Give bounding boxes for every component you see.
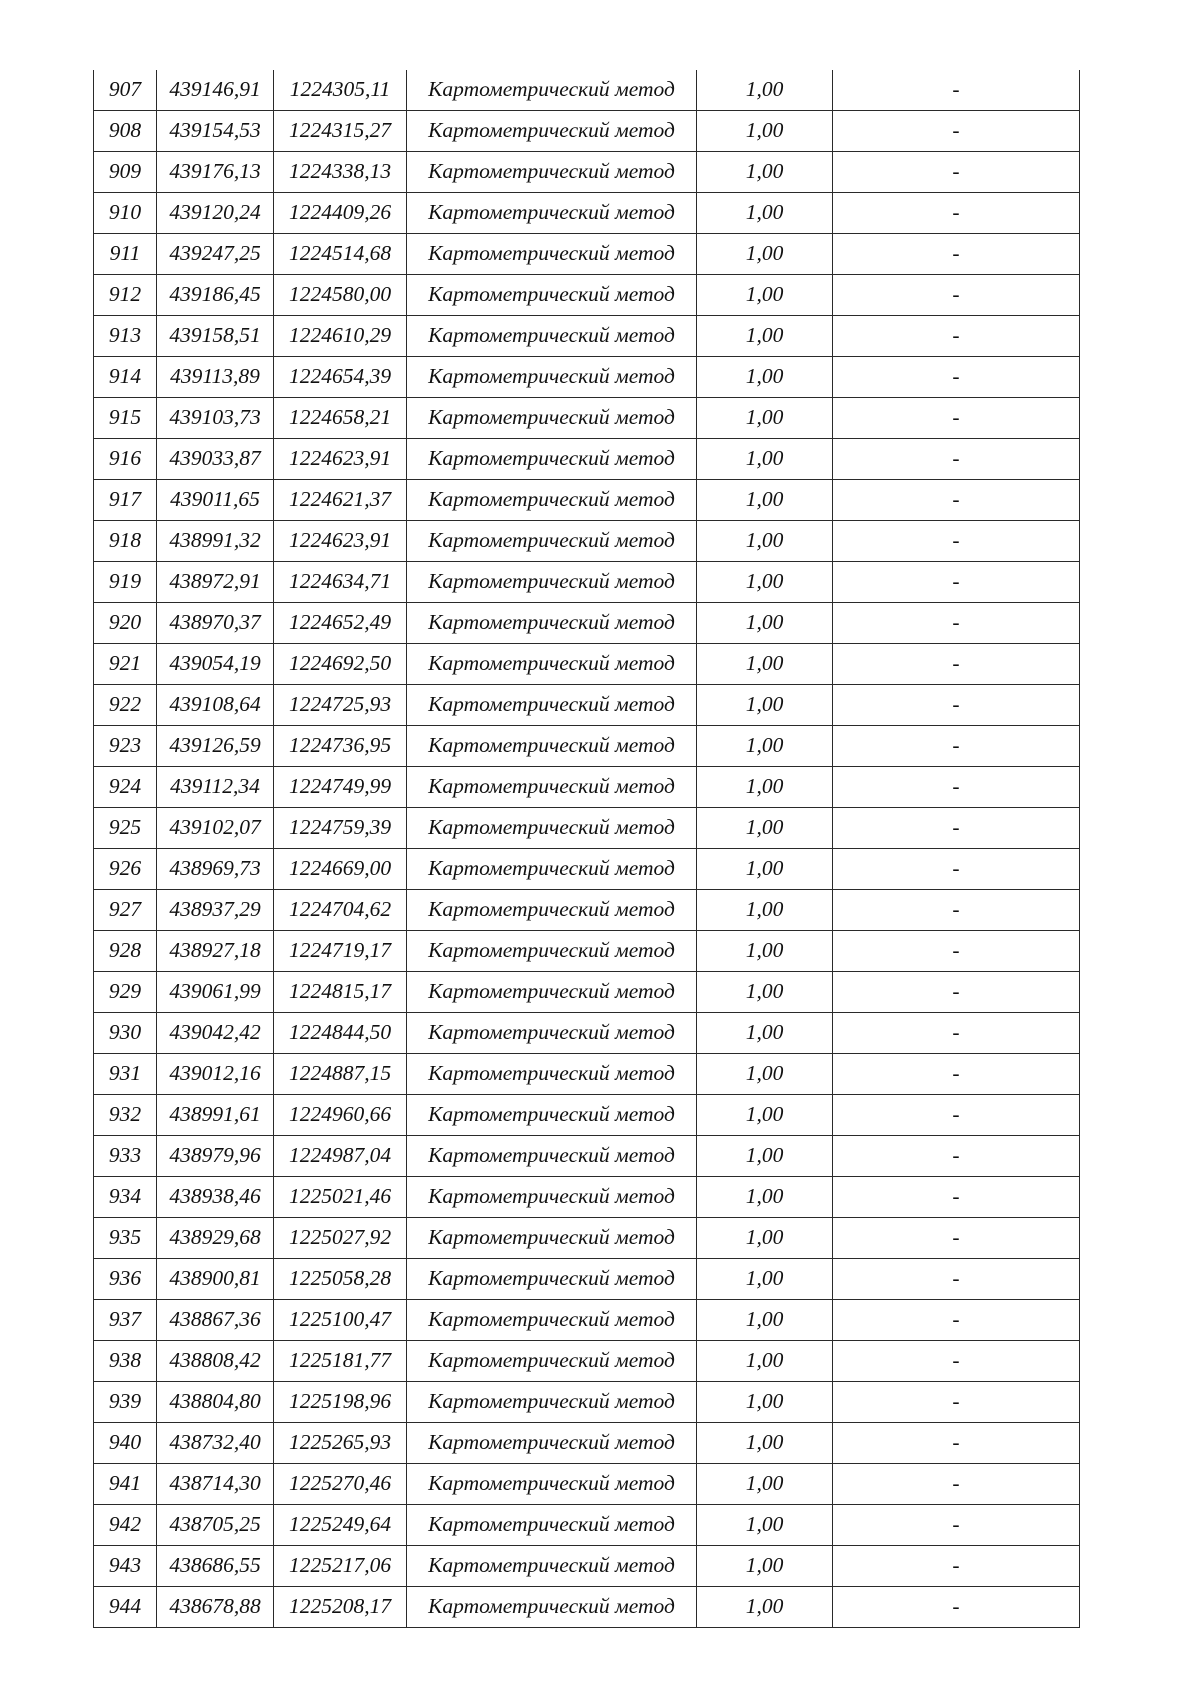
method-cell: Картометрический метод <box>407 1013 697 1054</box>
accuracy-cell: 1,00 <box>697 70 833 111</box>
method-cell: Картометрический метод <box>407 972 697 1013</box>
point-number-cell: 931 <box>94 1054 157 1095</box>
x-coordinate-cell: 439012,16 <box>157 1054 274 1095</box>
table-row <box>94 685 1080 726</box>
description-cell: - <box>833 357 1080 398</box>
method-cell: Картометрический метод <box>407 1423 697 1464</box>
description-cell: - <box>833 275 1080 316</box>
description-cell: - <box>833 480 1080 521</box>
x-coordinate-cell: 439113,89 <box>157 357 274 398</box>
point-number-cell: 910 <box>94 193 157 234</box>
method-cell: Картометрический метод <box>407 357 697 398</box>
description-cell: - <box>833 685 1080 726</box>
method-cell: Картометрический метод <box>407 111 697 152</box>
x-coordinate-cell: 438678,88 <box>157 1587 274 1628</box>
method-cell: Картометрический метод <box>407 1546 697 1587</box>
point-number-cell: 941 <box>94 1464 157 1505</box>
x-coordinate-cell: 438927,18 <box>157 931 274 972</box>
point-number-cell: 907 <box>94 70 157 111</box>
table-row <box>94 562 1080 603</box>
y-coordinate-cell: 1224315,27 <box>274 111 407 152</box>
y-coordinate-cell: 1224704,62 <box>274 890 407 931</box>
x-coordinate-cell: 439126,59 <box>157 726 274 767</box>
x-coordinate-cell: 439011,65 <box>157 480 274 521</box>
table-row <box>94 1013 1080 1054</box>
table-row <box>94 521 1080 562</box>
description-cell: - <box>833 1095 1080 1136</box>
x-coordinate-cell: 438991,32 <box>157 521 274 562</box>
x-coordinate-cell: 439186,45 <box>157 275 274 316</box>
y-coordinate-cell: 1224580,00 <box>274 275 407 316</box>
method-cell: Картометрический метод <box>407 1177 697 1218</box>
x-coordinate-cell: 438867,36 <box>157 1300 274 1341</box>
x-coordinate-cell: 438972,91 <box>157 562 274 603</box>
method-cell: Картометрический метод <box>407 849 697 890</box>
table-row <box>94 70 1080 111</box>
point-number-cell: 926 <box>94 849 157 890</box>
x-coordinate-cell: 438705,25 <box>157 1505 274 1546</box>
accuracy-cell: 1,00 <box>697 644 833 685</box>
description-cell: - <box>833 1300 1080 1341</box>
accuracy-cell: 1,00 <box>697 1587 833 1628</box>
point-number-cell: 923 <box>94 726 157 767</box>
method-cell: Картометрический метод <box>407 931 697 972</box>
description-cell: - <box>833 1382 1080 1423</box>
table-row <box>94 193 1080 234</box>
accuracy-cell: 1,00 <box>697 521 833 562</box>
table-row <box>94 1464 1080 1505</box>
description-cell: - <box>833 193 1080 234</box>
accuracy-cell: 1,00 <box>697 1013 833 1054</box>
method-cell: Картометрический метод <box>407 193 697 234</box>
x-coordinate-cell: 438929,68 <box>157 1218 274 1259</box>
accuracy-cell: 1,00 <box>697 1054 833 1095</box>
table-row <box>94 1259 1080 1300</box>
accuracy-cell: 1,00 <box>697 931 833 972</box>
table-row <box>94 1218 1080 1259</box>
x-coordinate-cell: 439103,73 <box>157 398 274 439</box>
method-cell: Картометрический метод <box>407 726 697 767</box>
point-number-cell: 911 <box>94 234 157 275</box>
description-cell: - <box>833 972 1080 1013</box>
point-number-cell: 944 <box>94 1587 157 1628</box>
method-cell: Картометрический метод <box>407 1300 697 1341</box>
point-number-cell: 934 <box>94 1177 157 1218</box>
method-cell: Картометрический метод <box>407 808 697 849</box>
y-coordinate-cell: 1224725,93 <box>274 685 407 726</box>
table-row <box>94 1382 1080 1423</box>
table-row <box>94 890 1080 931</box>
method-cell: Картометрический метод <box>407 1054 697 1095</box>
method-cell: Картометрический метод <box>407 1259 697 1300</box>
x-coordinate-cell: 438686,55 <box>157 1546 274 1587</box>
coordinates-table <box>93 70 1080 1628</box>
table-row <box>94 316 1080 357</box>
point-number-cell: 919 <box>94 562 157 603</box>
accuracy-cell: 1,00 <box>697 1423 833 1464</box>
method-cell: Картометрический метод <box>407 562 697 603</box>
table-row <box>94 603 1080 644</box>
accuracy-cell: 1,00 <box>697 562 833 603</box>
x-coordinate-cell: 438937,29 <box>157 890 274 931</box>
coordinates-table-body <box>94 70 1080 1628</box>
accuracy-cell: 1,00 <box>697 398 833 439</box>
method-cell: Картометрический метод <box>407 70 697 111</box>
x-coordinate-cell: 438970,37 <box>157 603 274 644</box>
method-cell: Картометрический метод <box>407 1095 697 1136</box>
x-coordinate-cell: 438714,30 <box>157 1464 274 1505</box>
description-cell: - <box>833 1423 1080 1464</box>
point-number-cell: 930 <box>94 1013 157 1054</box>
y-coordinate-cell: 1224719,17 <box>274 931 407 972</box>
table-row <box>94 357 1080 398</box>
description-cell: - <box>833 726 1080 767</box>
point-number-cell: 933 <box>94 1136 157 1177</box>
y-coordinate-cell: 1224736,95 <box>274 726 407 767</box>
x-coordinate-cell: 439146,91 <box>157 70 274 111</box>
point-number-cell: 943 <box>94 1546 157 1587</box>
table-row <box>94 1423 1080 1464</box>
y-coordinate-cell: 1224338,13 <box>274 152 407 193</box>
description-cell: - <box>833 1136 1080 1177</box>
accuracy-cell: 1,00 <box>697 480 833 521</box>
x-coordinate-cell: 438979,96 <box>157 1136 274 1177</box>
method-cell: Картометрический метод <box>407 316 697 357</box>
y-coordinate-cell: 1225270,46 <box>274 1464 407 1505</box>
table-row <box>94 234 1080 275</box>
method-cell: Картометрический метод <box>407 1136 697 1177</box>
table-row <box>94 398 1080 439</box>
accuracy-cell: 1,00 <box>697 849 833 890</box>
point-number-cell: 939 <box>94 1382 157 1423</box>
method-cell: Картометрический метод <box>407 480 697 521</box>
method-cell: Картометрический метод <box>407 1218 697 1259</box>
point-number-cell: 920 <box>94 603 157 644</box>
description-cell: - <box>833 1505 1080 1546</box>
accuracy-cell: 1,00 <box>697 972 833 1013</box>
point-number-cell: 914 <box>94 357 157 398</box>
description-cell: - <box>833 1177 1080 1218</box>
y-coordinate-cell: 1225208,17 <box>274 1587 407 1628</box>
description-cell: - <box>833 767 1080 808</box>
y-coordinate-cell: 1225198,96 <box>274 1382 407 1423</box>
table-row <box>94 1095 1080 1136</box>
description-cell: - <box>833 1587 1080 1628</box>
point-number-cell: 924 <box>94 767 157 808</box>
accuracy-cell: 1,00 <box>697 1546 833 1587</box>
description-cell: - <box>833 521 1080 562</box>
point-number-cell: 922 <box>94 685 157 726</box>
method-cell: Картометрический метод <box>407 767 697 808</box>
y-coordinate-cell: 1224844,50 <box>274 1013 407 1054</box>
y-coordinate-cell: 1224652,49 <box>274 603 407 644</box>
accuracy-cell: 1,00 <box>697 1464 833 1505</box>
x-coordinate-cell: 439061,99 <box>157 972 274 1013</box>
method-cell: Картометрический метод <box>407 439 697 480</box>
accuracy-cell: 1,00 <box>697 1382 833 1423</box>
y-coordinate-cell: 1224960,66 <box>274 1095 407 1136</box>
accuracy-cell: 1,00 <box>697 685 833 726</box>
table-row <box>94 1300 1080 1341</box>
x-coordinate-cell: 438938,46 <box>157 1177 274 1218</box>
accuracy-cell: 1,00 <box>697 767 833 808</box>
x-coordinate-cell: 438732,40 <box>157 1423 274 1464</box>
accuracy-cell: 1,00 <box>697 1341 833 1382</box>
description-cell: - <box>833 890 1080 931</box>
accuracy-cell: 1,00 <box>697 1136 833 1177</box>
description-cell: - <box>833 1259 1080 1300</box>
x-coordinate-cell: 439102,07 <box>157 808 274 849</box>
x-coordinate-cell: 439158,51 <box>157 316 274 357</box>
y-coordinate-cell: 1225265,93 <box>274 1423 407 1464</box>
point-number-cell: 935 <box>94 1218 157 1259</box>
method-cell: Картометрический метод <box>407 275 697 316</box>
description-cell: - <box>833 1546 1080 1587</box>
x-coordinate-cell: 438900,81 <box>157 1259 274 1300</box>
method-cell: Картометрический метод <box>407 234 697 275</box>
description-cell: - <box>833 562 1080 603</box>
x-coordinate-cell: 439112,34 <box>157 767 274 808</box>
x-coordinate-cell: 438969,73 <box>157 849 274 890</box>
y-coordinate-cell: 1225027,92 <box>274 1218 407 1259</box>
description-cell: - <box>833 931 1080 972</box>
accuracy-cell: 1,00 <box>697 316 833 357</box>
point-number-cell: 912 <box>94 275 157 316</box>
table-row <box>94 275 1080 316</box>
table-row <box>94 1136 1080 1177</box>
description-cell: - <box>833 316 1080 357</box>
accuracy-cell: 1,00 <box>697 890 833 931</box>
description-cell: - <box>833 849 1080 890</box>
method-cell: Картометрический метод <box>407 521 697 562</box>
point-number-cell: 929 <box>94 972 157 1013</box>
point-number-cell: 938 <box>94 1341 157 1382</box>
description-cell: - <box>833 603 1080 644</box>
table-row <box>94 931 1080 972</box>
table-row <box>94 1341 1080 1382</box>
table-row <box>94 480 1080 521</box>
table-row <box>94 972 1080 1013</box>
y-coordinate-cell: 1224409,26 <box>274 193 407 234</box>
accuracy-cell: 1,00 <box>697 1177 833 1218</box>
point-number-cell: 936 <box>94 1259 157 1300</box>
point-number-cell: 928 <box>94 931 157 972</box>
table-row <box>94 767 1080 808</box>
point-number-cell: 916 <box>94 439 157 480</box>
description-cell: - <box>833 70 1080 111</box>
x-coordinate-cell: 439120,24 <box>157 193 274 234</box>
x-coordinate-cell: 439042,42 <box>157 1013 274 1054</box>
y-coordinate-cell: 1225021,46 <box>274 1177 407 1218</box>
method-cell: Картометрический метод <box>407 890 697 931</box>
method-cell: Картометрический метод <box>407 603 697 644</box>
accuracy-cell: 1,00 <box>697 808 833 849</box>
table-row <box>94 1177 1080 1218</box>
point-number-cell: 942 <box>94 1505 157 1546</box>
accuracy-cell: 1,00 <box>697 275 833 316</box>
description-cell: - <box>833 1013 1080 1054</box>
x-coordinate-cell: 438991,61 <box>157 1095 274 1136</box>
point-number-cell: 908 <box>94 111 157 152</box>
y-coordinate-cell: 1225181,77 <box>274 1341 407 1382</box>
y-coordinate-cell: 1224623,91 <box>274 521 407 562</box>
description-cell: - <box>833 1218 1080 1259</box>
y-coordinate-cell: 1224623,91 <box>274 439 407 480</box>
y-coordinate-cell: 1224658,21 <box>274 398 407 439</box>
y-coordinate-cell: 1225058,28 <box>274 1259 407 1300</box>
point-number-cell: 937 <box>94 1300 157 1341</box>
point-number-cell: 913 <box>94 316 157 357</box>
point-number-cell: 909 <box>94 152 157 193</box>
accuracy-cell: 1,00 <box>697 439 833 480</box>
table-row <box>94 1587 1080 1628</box>
table-row <box>94 1505 1080 1546</box>
method-cell: Картометрический метод <box>407 685 697 726</box>
table-row <box>94 1054 1080 1095</box>
accuracy-cell: 1,00 <box>697 1300 833 1341</box>
table-row <box>94 726 1080 767</box>
description-cell: - <box>833 439 1080 480</box>
x-coordinate-cell: 439033,87 <box>157 439 274 480</box>
accuracy-cell: 1,00 <box>697 726 833 767</box>
description-cell: - <box>833 398 1080 439</box>
point-number-cell: 932 <box>94 1095 157 1136</box>
point-number-cell: 918 <box>94 521 157 562</box>
accuracy-cell: 1,00 <box>697 1505 833 1546</box>
description-cell: - <box>833 152 1080 193</box>
x-coordinate-cell: 439154,53 <box>157 111 274 152</box>
point-number-cell: 940 <box>94 1423 157 1464</box>
accuracy-cell: 1,00 <box>697 1259 833 1300</box>
y-coordinate-cell: 1224887,15 <box>274 1054 407 1095</box>
method-cell: Картометрический метод <box>407 1382 697 1423</box>
table-row <box>94 808 1080 849</box>
table-row <box>94 152 1080 193</box>
x-coordinate-cell: 439054,19 <box>157 644 274 685</box>
x-coordinate-cell: 439176,13 <box>157 152 274 193</box>
y-coordinate-cell: 1224815,17 <box>274 972 407 1013</box>
table-row <box>94 849 1080 890</box>
point-number-cell: 921 <box>94 644 157 685</box>
y-coordinate-cell: 1224669,00 <box>274 849 407 890</box>
method-cell: Картометрический метод <box>407 1505 697 1546</box>
y-coordinate-cell: 1224692,50 <box>274 644 407 685</box>
y-coordinate-cell: 1224749,99 <box>274 767 407 808</box>
description-cell: - <box>833 1054 1080 1095</box>
y-coordinate-cell: 1224514,68 <box>274 234 407 275</box>
accuracy-cell: 1,00 <box>697 193 833 234</box>
accuracy-cell: 1,00 <box>697 1095 833 1136</box>
y-coordinate-cell: 1225217,06 <box>274 1546 407 1587</box>
method-cell: Картометрический метод <box>407 644 697 685</box>
table-row <box>94 644 1080 685</box>
table-row <box>94 439 1080 480</box>
x-coordinate-cell: 438808,42 <box>157 1341 274 1382</box>
y-coordinate-cell: 1224305,11 <box>274 70 407 111</box>
y-coordinate-cell: 1224621,37 <box>274 480 407 521</box>
accuracy-cell: 1,00 <box>697 603 833 644</box>
x-coordinate-cell: 439247,25 <box>157 234 274 275</box>
point-number-cell: 925 <box>94 808 157 849</box>
accuracy-cell: 1,00 <box>697 357 833 398</box>
y-coordinate-cell: 1224759,39 <box>274 808 407 849</box>
method-cell: Картометрический метод <box>407 398 697 439</box>
description-cell: - <box>833 1464 1080 1505</box>
y-coordinate-cell: 1225100,47 <box>274 1300 407 1341</box>
y-coordinate-cell: 1224610,29 <box>274 316 407 357</box>
table-row <box>94 111 1080 152</box>
description-cell: - <box>833 111 1080 152</box>
description-cell: - <box>833 644 1080 685</box>
y-coordinate-cell: 1225249,64 <box>274 1505 407 1546</box>
point-number-cell: 927 <box>94 890 157 931</box>
accuracy-cell: 1,00 <box>697 111 833 152</box>
table-row <box>94 1546 1080 1587</box>
accuracy-cell: 1,00 <box>697 1218 833 1259</box>
method-cell: Картометрический метод <box>407 1341 697 1382</box>
point-number-cell: 915 <box>94 398 157 439</box>
method-cell: Картометрический метод <box>407 152 697 193</box>
y-coordinate-cell: 1224654,39 <box>274 357 407 398</box>
description-cell: - <box>833 234 1080 275</box>
method-cell: Картометрический метод <box>407 1587 697 1628</box>
y-coordinate-cell: 1224634,71 <box>274 562 407 603</box>
description-cell: - <box>833 1341 1080 1382</box>
x-coordinate-cell: 438804,80 <box>157 1382 274 1423</box>
accuracy-cell: 1,00 <box>697 152 833 193</box>
y-coordinate-cell: 1224987,04 <box>274 1136 407 1177</box>
description-cell: - <box>833 808 1080 849</box>
point-number-cell: 917 <box>94 480 157 521</box>
x-coordinate-cell: 439108,64 <box>157 685 274 726</box>
accuracy-cell: 1,00 <box>697 234 833 275</box>
method-cell: Картометрический метод <box>407 1464 697 1505</box>
